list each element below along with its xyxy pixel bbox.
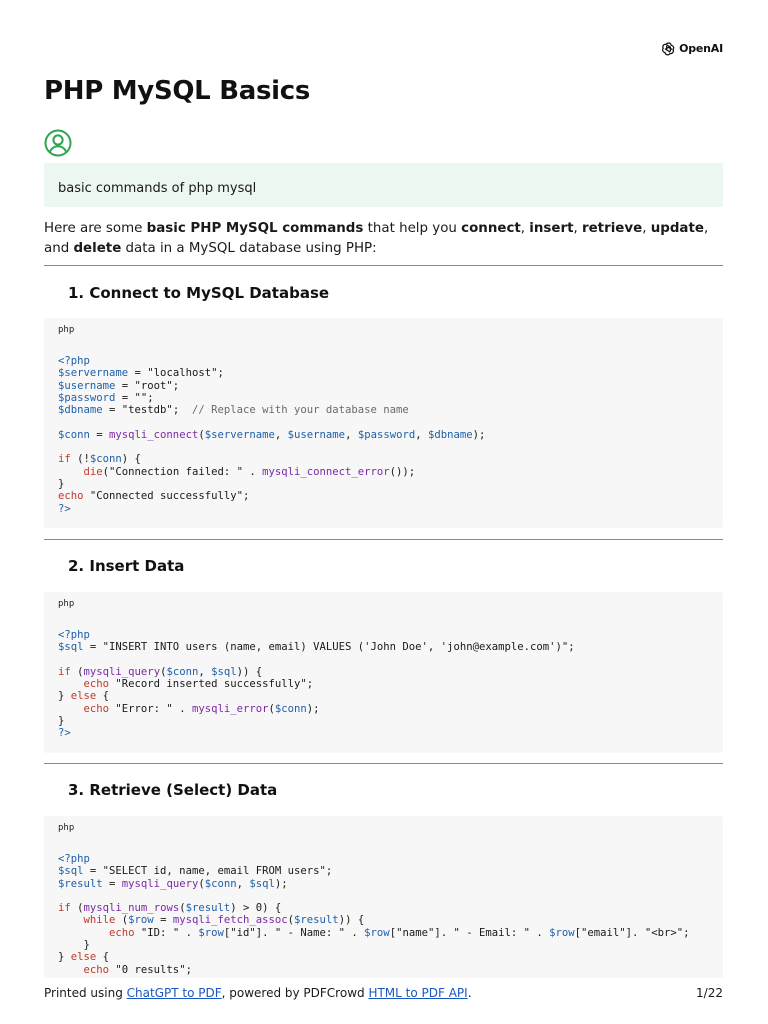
code-token: $dbname [58, 404, 103, 417]
code-line [58, 392, 709, 404]
code-token: $conn [274, 702, 307, 715]
code-token: mysqli_query [83, 665, 161, 678]
code-block-connect [44, 318, 723, 528]
code-line [58, 466, 709, 478]
code-token: ); [274, 877, 288, 890]
code-line [58, 355, 709, 367]
code-token: $sql [58, 641, 84, 654]
code-line [58, 878, 709, 890]
code-token: $result [294, 914, 339, 927]
code-token: mysqli_connect [109, 428, 199, 441]
intro-text: that help you [363, 221, 462, 236]
code-token: $result [58, 877, 103, 890]
code-line [58, 914, 709, 926]
code-token: ); [306, 702, 320, 715]
code-token [58, 678, 84, 690]
footer-text: , powered by PDFCrowd [221, 986, 369, 1000]
section-divider [44, 265, 723, 266]
code-line [58, 964, 709, 976]
code-line [58, 678, 709, 690]
code-line [58, 927, 709, 939]
code-token: ["email"]. "<br>"; [574, 926, 690, 939]
code-token: ( [70, 665, 84, 678]
user-avatar-icon [44, 129, 72, 157]
section-divider [44, 539, 723, 540]
code-line [58, 629, 709, 641]
code-line [58, 478, 709, 490]
code-token: "0 results"; [109, 963, 192, 976]
page-footer [44, 986, 723, 1000]
code-token: ( [160, 665, 167, 678]
code-line [58, 703, 709, 715]
intro-text: , [573, 221, 582, 236]
code-token: $result [185, 902, 231, 915]
code-token: $conn [166, 665, 199, 678]
code-token: echo [83, 678, 110, 691]
code-token: ( [115, 914, 129, 927]
code-token: ["id"]. " - Name: " . [223, 926, 365, 939]
code-token: ( [198, 428, 205, 441]
code-language-label: php [58, 823, 75, 833]
code-token: else [70, 690, 97, 703]
code-token: $row [198, 926, 224, 939]
code-line [58, 951, 709, 963]
code-line [58, 367, 709, 379]
code-token: = "root"; [115, 379, 180, 392]
code-token: ?> [58, 727, 71, 740]
code-token: , [415, 428, 428, 441]
section-heading-insert: 2. Insert Data [68, 557, 185, 575]
intro-text: data in a MySQL database using PHP: [121, 241, 377, 256]
code-token: "Error: " . [109, 702, 192, 715]
page-title: PHP MySQL Basics [44, 76, 311, 106]
code-token: ( [268, 702, 275, 715]
code-token [58, 964, 84, 976]
user-prompt-text: basic commands of php mysql [58, 181, 257, 196]
code-token: $row [364, 926, 390, 939]
intro-text: , and [44, 221, 709, 256]
code-token: mysqli_query [121, 877, 199, 890]
section-heading-retrieve: 3. Retrieve (Select) Data [68, 781, 278, 799]
code-token: $sql [211, 665, 237, 678]
code-token: "Connected successfully"; [83, 490, 250, 503]
code-token: $conn [58, 428, 90, 441]
code-token: ("Connection failed: " . [102, 465, 263, 478]
code-token: $dbname [428, 428, 473, 441]
intro-bold: basic PHP MySQL commands [146, 221, 364, 236]
code-token: ()); [389, 465, 416, 478]
code-line [58, 865, 709, 877]
intro-bold: insert [529, 221, 574, 236]
code-token: , [198, 665, 212, 678]
code-token [58, 466, 84, 478]
intro-text: , [520, 221, 530, 236]
code-token: die [83, 465, 103, 478]
code-line [58, 853, 709, 865]
code-token: <?php [58, 853, 90, 865]
code-token: } [58, 715, 65, 728]
code-token: if [58, 665, 71, 678]
code-token: mysqli_fetch_assoc [172, 914, 288, 927]
code-token: = [89, 428, 110, 441]
code-line [58, 641, 709, 653]
footer-text: Printed using [44, 986, 127, 1000]
code-line [58, 404, 709, 416]
code-token [58, 703, 84, 715]
intro-bold: update [650, 221, 704, 236]
code-token: <?php [58, 355, 90, 367]
code-token: $conn [89, 453, 122, 466]
code-token: ) > 0) { [230, 902, 282, 915]
code-line [58, 416, 709, 428]
code-line [58, 727, 709, 739]
code-language-label: php [58, 599, 75, 609]
code-token: { [96, 951, 110, 964]
code-token: mysqli_num_rows [83, 902, 180, 915]
code-block-retrieve [44, 816, 723, 978]
code-block-insert [44, 592, 723, 753]
code-line [58, 441, 709, 453]
code-token: $sql [58, 865, 84, 878]
code-token: $password [58, 391, 116, 404]
code-token: while [83, 914, 116, 927]
code-line [58, 890, 709, 902]
code-token: , [274, 428, 288, 441]
code-token: $conn [204, 877, 237, 890]
code-token: "Record inserted successfully"; [109, 678, 314, 691]
code-token: = "localhost"; [128, 367, 224, 380]
code-language-label: php [58, 325, 75, 335]
code-line [58, 503, 709, 515]
code-token: ) { [121, 453, 141, 466]
code-token: = "testdb"; [102, 404, 192, 417]
code-token [58, 914, 84, 926]
code-token: // Replace with your database name [191, 404, 409, 417]
code-token: ( [198, 877, 205, 890]
code-token: ( [179, 902, 186, 915]
code-token: = [102, 877, 122, 890]
code-token: = "INSERT INTO users (name, email) VALUES ('John Doe', 'john@example.com')"; [83, 641, 575, 654]
code-token: $servername [58, 367, 129, 380]
intro-bold: retrieve [582, 221, 643, 236]
code-token: mysqli_error [191, 702, 269, 715]
code-token: ); [472, 428, 486, 441]
code-line [58, 939, 709, 951]
code-token: (! [70, 453, 90, 466]
brand [661, 41, 723, 56]
code-line [58, 453, 709, 465]
intro-bold: connect [461, 221, 521, 236]
intro-text: Here are some [44, 221, 147, 236]
code-token: , [345, 428, 358, 441]
brand-name: OpenAI [679, 42, 723, 55]
intro-text: , [642, 221, 651, 236]
code-token: echo [83, 963, 110, 976]
code-token: $servername [204, 428, 275, 441]
code-token: } [58, 477, 65, 490]
openai-logo-icon [661, 41, 676, 56]
code-line [58, 902, 709, 914]
code-line [58, 666, 709, 678]
code-token: mysqli_connect_error [262, 465, 390, 478]
code-token: )) { [338, 914, 365, 927]
code-line [58, 654, 709, 666]
code-token: "ID: " . [134, 926, 199, 939]
code-token: $row [128, 914, 154, 927]
code-content [58, 853, 709, 976]
code-token: echo [83, 702, 110, 715]
html-to-pdf-api-link[interactable]: HTML to PDF API [368, 986, 468, 1000]
code-token: if [58, 902, 71, 915]
code-token: } [58, 951, 71, 964]
chatgpt-to-pdf-link[interactable]: ChatGPT to PDF [126, 986, 222, 1000]
code-token: )) { [236, 665, 263, 678]
code-token [58, 927, 109, 939]
code-token: if [58, 453, 71, 466]
code-content [58, 629, 709, 740]
code-line [58, 690, 709, 702]
code-token: { [96, 690, 110, 703]
code-line [58, 490, 709, 502]
code-token: , [236, 877, 250, 890]
code-token: ["name"]. " - Email: " . [389, 926, 550, 939]
code-token: ( [70, 902, 84, 915]
section-divider [44, 763, 723, 764]
intro-bold: delete [73, 241, 122, 256]
code-token: = ""; [115, 391, 154, 404]
user-prompt-box [44, 163, 723, 207]
code-token: } [58, 939, 90, 952]
code-token: $sql [249, 877, 275, 890]
code-token: <?php [58, 629, 90, 641]
page-number: 1/22 [696, 986, 723, 1000]
code-token: ( [287, 914, 295, 927]
code-token: $row [549, 926, 575, 939]
code-token: = [153, 914, 173, 927]
code-line [58, 429, 709, 441]
code-token: echo [109, 926, 135, 939]
section-heading-connect: 1. Connect to MySQL Database [68, 284, 330, 302]
footer-text: . [467, 986, 472, 1000]
code-token: ?> [58, 502, 71, 515]
code-token: $username [58, 379, 116, 392]
code-line [58, 380, 709, 392]
code-token: $username [287, 428, 346, 441]
code-token: = "SELECT id, name, email FROM users"; [83, 865, 333, 878]
code-content [58, 355, 709, 515]
code-token: else [70, 951, 97, 964]
code-token: $password [357, 428, 416, 441]
intro-paragraph [44, 219, 724, 259]
code-token: echo [58, 490, 84, 503]
code-token: } [58, 690, 71, 703]
code-line [58, 715, 709, 727]
